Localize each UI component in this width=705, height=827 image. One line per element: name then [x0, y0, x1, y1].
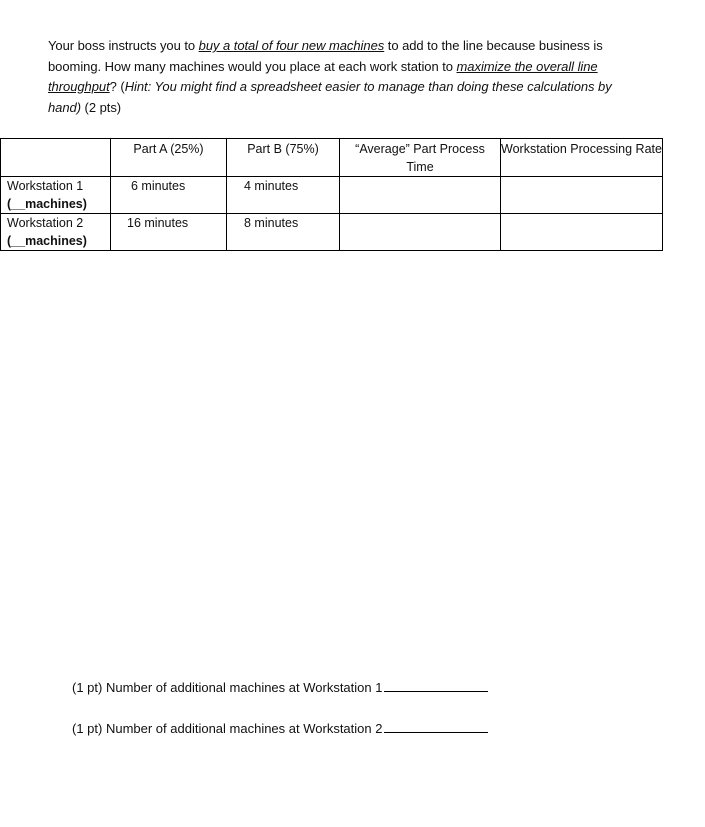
question-text: (1 pt) Number of additional machines at Workstation 2: [72, 721, 383, 736]
part-b-time: 4 minutes: [227, 177, 340, 214]
average-time-cell[interactable]: [340, 177, 501, 214]
table-row: [1, 214, 663, 251]
intro-hint: Hint: You might find a spreadsheet easier to manage than doing these calculations by hand): [48, 79, 612, 115]
machines-count-field[interactable]: [7, 195, 110, 213]
processing-rate-cell[interactable]: [501, 214, 663, 251]
part-a-time: 6 minutes: [111, 177, 227, 214]
machines-count-field[interactable]: [7, 232, 110, 250]
machines-blank: (__: [7, 197, 26, 211]
table-header-row: [1, 139, 663, 177]
row-label: [1, 214, 111, 251]
intro-text-3: ? (: [109, 79, 125, 94]
header-average-time: “Average” Part Process Time: [340, 139, 501, 177]
workstation-name: Workstation 1: [7, 179, 84, 193]
header-part-b: Part B (75%): [227, 139, 340, 177]
problem-statement: [48, 36, 648, 118]
machines-word: machines): [25, 234, 87, 248]
workstation-name: Workstation 2: [7, 216, 84, 230]
header-part-a: Part A (25%): [111, 139, 227, 177]
table-row: [1, 177, 663, 214]
question-workstation-1: [72, 680, 488, 695]
answer-blank-workstation-2[interactable]: [384, 722, 488, 733]
intro-points: (2 pts): [81, 99, 122, 115]
answer-blank-workstation-1[interactable]: [384, 681, 488, 692]
processing-rate-cell[interactable]: [501, 177, 663, 214]
question-text: (1 pt) Number of additional machines at Workstation 1: [72, 680, 383, 695]
intro-text-2: to add to the line because business is booming. How many machines would you place at each work station to: [48, 38, 603, 74]
part-a-time: 16 minutes: [111, 214, 227, 251]
question-workstation-2: [72, 721, 488, 736]
intro-emphasis-2: maximize the overall line throughput: [48, 58, 598, 94]
intro-emphasis-1: buy a total of four new machines: [198, 38, 385, 53]
row-label: [1, 177, 111, 214]
intro-text-1: Your boss instructs you to: [48, 38, 199, 53]
average-time-cell[interactable]: [340, 214, 501, 251]
header-processing-rate: Workstation Processing Rate: [501, 139, 663, 177]
machines-word: machines): [25, 197, 87, 211]
machines-blank: (__: [7, 234, 26, 248]
workstation-table: [0, 138, 663, 251]
header-cell-empty: [1, 139, 111, 177]
part-b-time: 8 minutes: [227, 214, 340, 251]
